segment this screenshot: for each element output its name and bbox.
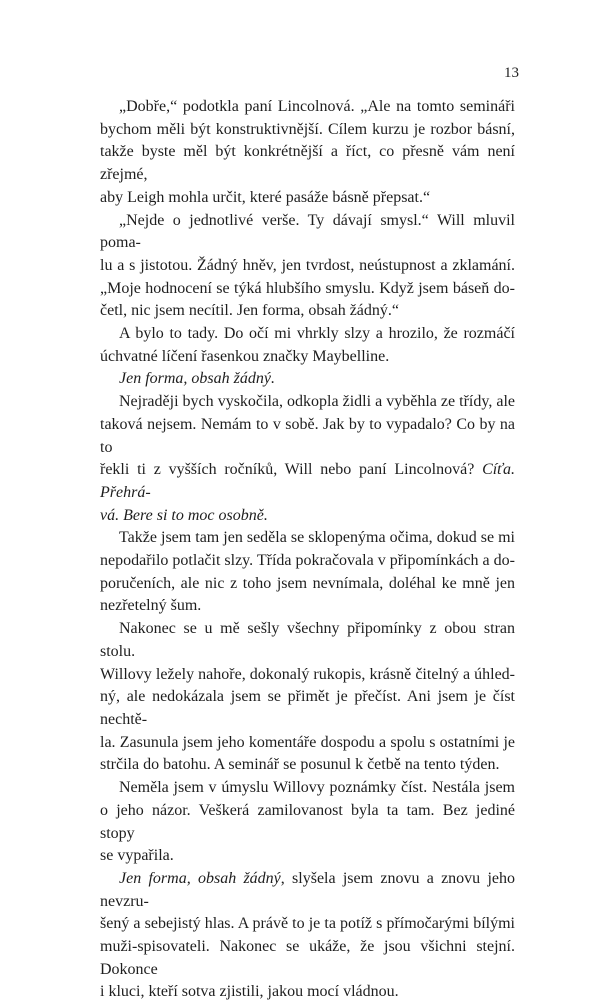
text-line [100,368,515,391]
paragraph [100,868,515,1004]
line-text: A bylo to tady. Do očí mi vhrkly slzy a hrozilo, že rozmáčí [119,325,515,343]
text-line [100,686,515,731]
text-line [100,323,515,346]
text-line [100,255,515,278]
line-text: četl, nic jsem necítil. Jen forma, obsah žádný.“ [100,302,400,320]
text-line [100,732,515,755]
line-text: se vypařila. [100,847,174,865]
paragraph [100,210,515,324]
text-line [100,754,515,777]
italic-phrase: Cíťa. Přehrá- [100,461,515,501]
text-line [100,278,515,301]
line-text: šený a sebejistý hlas. A právě to je ta potíž s přímočarými bílými [100,915,515,933]
line-text: Takže jsem tam jen seděla se sklopenýma očima, dokud se mi [119,529,515,547]
line-text: la. Zasunula jsem jeho komentáře dospodu a spolu s ostatními je [100,733,515,751]
line-text: strčila do batohu. A seminář se posunul k četbě na tento týden. [100,756,500,774]
text-line [100,618,515,663]
line-text: Nejraději bych vyskočila, odkopla židli a vyběhla ze třídy, ale [119,393,515,411]
line-text: ný, ale nedokázala jsem se přimět je přečíst. Ani jsem je číst nechtě- [100,688,515,728]
text-line [100,595,515,618]
line-text: bychom měli být konstruktivnější. Cílem kurzu je rozbor básní, [100,120,515,138]
text-line [100,346,515,369]
line-text: poručeních, ale nic z toho jsem nevnímala, doléhal ke mně jen [100,574,515,592]
line-text: aby Leigh mohla určit, které pasáže básně přepsat.“ [100,188,431,206]
line-text: , slyšela jsem znovu a znovu jeho nevzru- [100,869,515,910]
line-text: Neměla jsem v úmyslu Willovy poznámky číst. Nestála jsem [119,779,515,797]
text-line [100,210,515,255]
page-number: 13 [504,65,519,81]
text-line [100,936,515,981]
text-line [100,527,515,550]
line-text: nepodařilo potlačit slzy. Třída pokračovala v připomínkách a do- [100,552,515,570]
text-line [100,800,515,845]
text-line [100,391,515,414]
line-text: „Dobře,“ podotkla paní Lincolnová. „Ale na tomto semináři [119,98,515,115]
paragraph [100,96,515,210]
line-text: o jeho názor. Veškerá zamilovanost byla ta tam. Bez jediné stopy [100,801,515,842]
text-line [100,550,515,573]
text-line [100,664,515,687]
paragraph [100,777,515,868]
text-line [100,300,515,323]
text-line [100,573,515,596]
text-line [100,845,515,868]
paragraph [100,391,515,527]
text-line [100,913,515,936]
line-text: nezřetelný šum. [100,597,202,615]
line-text: „Nejde o jednotlivé verše. Ty dávají smysl.“ Will mluvil poma- [100,211,515,252]
line-text: řekli ti z vyšších ročníků, Will nebo paní Lincolnová? [100,461,475,479]
text-line [100,459,515,504]
line-text: muži-spisovateli. Nakonec se ukáže, že jsou všichni stejní. Dokonce [100,938,515,978]
text-line [100,119,515,142]
line-text: Nakonec se u mě sešly všechny připomínky z obou stran stolu. [100,620,515,660]
text-line [100,187,515,210]
text-line [100,868,515,913]
line-text: takže byste měl být konkrétnější a říct, co přesně vám není zřejmé, [100,143,515,184]
line-text: úchvatné líčení řasenkou značky Maybelline. [100,347,390,365]
line-text: Willovy ležely nahoře, dokonalý rukopis, krásně čitelný a úhled- [100,665,515,683]
text-line [100,414,515,459]
text-line [100,141,515,186]
line-text: „Moje hodnocení se týká hlubšího smyslu. Když jsem báseň do- [100,279,515,297]
text-line [100,777,515,800]
italic-phrase: Jen forma, obsah žádný [119,869,281,887]
italic-line-text: Jen forma, obsah žádný. [119,370,275,388]
text-line [100,96,515,119]
line-text: taková nejsem. Nemám to v sobě. Jak by to vypadalo? Co by na to [100,415,515,456]
italic-phrase: vá. Bere si to moc osobně. [100,506,268,524]
line-text: i kluci, kteří sotva zjistili, jakou mocí vládnou. [100,983,399,1001]
paragraph [100,618,515,777]
paragraph [100,368,515,391]
paragraph [100,527,515,618]
paragraph [100,323,515,368]
body-text [100,96,515,1004]
text-line [100,981,515,1004]
text-line [100,505,515,528]
line-text: lu a s jistotou. Žádný hněv, jen tvrdost, neústupnost a zklamání. [100,256,515,274]
